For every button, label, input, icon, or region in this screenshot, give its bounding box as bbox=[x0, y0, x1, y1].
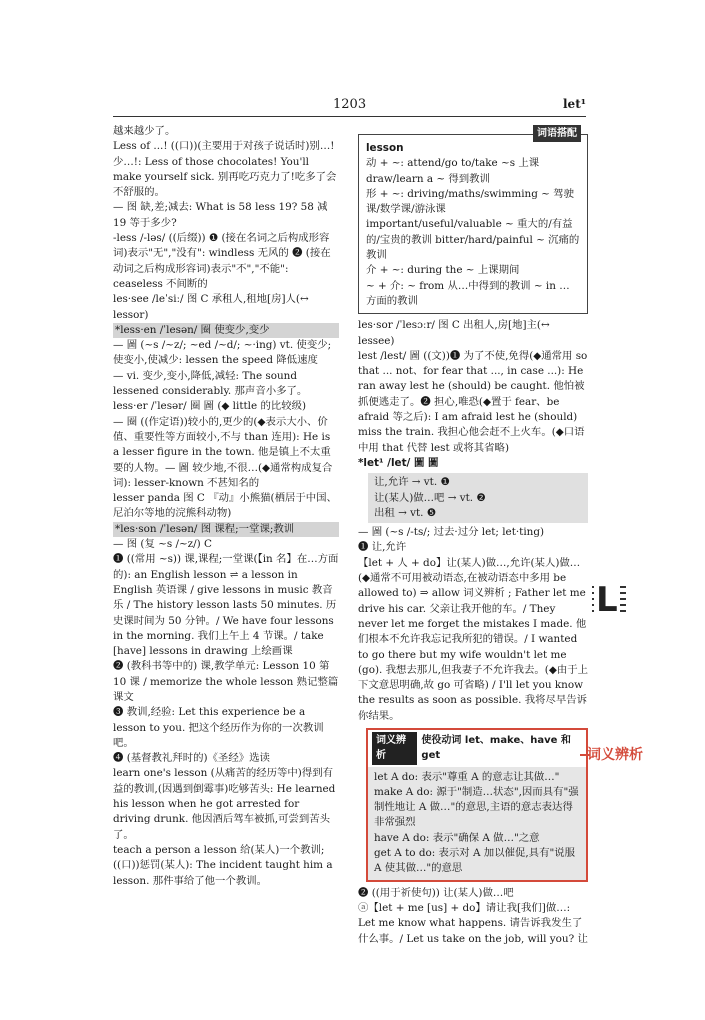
collocation-line: 动 + ~: attend/go to/take ~s 上课 draw/learn a ~ 得到教训 bbox=[366, 157, 540, 185]
entry-less-suffix: -less /-ləs/ ((后缀)) ❶ (接在名词之后构成形容词)表示"无","没有": windless 无风的 ❷ (接在动词之后构成形容词)表示"不","不能": ceaseless 不间断的 bbox=[113, 232, 331, 290]
lesson-sense-1: ❶ ((常用 ~s)) 课,课程;一堂课(【in 名】在…方面的): an English lesson ⇌ a lesson in English 英语课 / give lessons in music 教音乐 / The history lesson lasts 50 minutes. 历史课时间为 50 分钟。/ We have four lessons in the morning. 我们上午上 4 节课。/ take [have] lessons in drawing 上绘画课 bbox=[113, 553, 339, 658]
collocation-tag: 词语搭配 bbox=[533, 125, 581, 142]
entry-lessen-vi: — vi. 变少,变小,降低,减轻: The sound lessened considerably. 那声音小多了。 bbox=[113, 369, 308, 398]
entry-lesson-noun: — 图 (复 ~s /~z/) C bbox=[113, 538, 212, 551]
let-sense-1: ❶ 让,允许 bbox=[358, 541, 407, 554]
thumb-index bbox=[592, 582, 626, 618]
entry-lesser-panda: lesser panda 图 C 『动』小熊猫(栖居于中国、尼泊尔等地的浣熊科动物) bbox=[113, 492, 337, 520]
usage-note-title bbox=[368, 730, 586, 767]
sense-summary-line: 让,允许 → vt. ❶ bbox=[374, 476, 450, 489]
usage-line: have A do: 表示"确保 A 做…"之意 bbox=[374, 831, 540, 844]
entry-let: *let¹ /let/ 圖 圖 bbox=[358, 456, 439, 469]
usage-line: make A do: 源于"制造…状态",因而具有"强制性地让 A 做…"的意思,主语的意志表达得非常强烈 bbox=[374, 785, 579, 829]
entry-lessor: les·sor /ˈlesɔːr/ 图 C 出租人,房[地]主(↔ lessee) bbox=[358, 319, 550, 347]
usage-note-body bbox=[368, 767, 586, 880]
entry-lesson: *les·son /ˈlesən/ 图 课程;一堂课;教训 bbox=[113, 522, 339, 537]
collocation-line: 介 + ~: during the ~ 上课期间 bbox=[366, 264, 520, 277]
sense-summary-box bbox=[368, 473, 588, 523]
left-column bbox=[113, 124, 339, 889]
guide-word: let¹ bbox=[563, 97, 586, 111]
usage-note-tag: 词义辨析 bbox=[372, 732, 417, 765]
usage-note-box bbox=[366, 728, 588, 882]
collocation-line: 形 + ~: driving/maths/swimming ~ 驾驶课/数学课/游泳课 important/useful/valuable ~ 重大的/有益的/宝贵的教训 bitter/hard/painful ~ 沉痛的教训 bbox=[366, 187, 580, 262]
page-header bbox=[113, 97, 586, 117]
entry-less-prep: — 图 缺,差;减去: What is 58 less 19? 58 减 19 等于多少? bbox=[113, 201, 328, 229]
lesson-sense-4: ❹ (基督教礼拜时的)《圣经》选读 bbox=[113, 752, 270, 765]
collocation-head: lesson bbox=[366, 142, 404, 154]
sense-summary-line: 出租 → vt. ❺ bbox=[374, 506, 437, 519]
usage-line: get A to do: 表示对 A 加以催促,具有"说服 A 使其做…"的意思 bbox=[374, 847, 576, 875]
collocation-box bbox=[358, 128, 588, 314]
lesson-sense-2: ❷ (教科书等中的) 课,教学单元: Lesson 10 第 10 课 / memorize the whole lesson 熟记整篇课文 bbox=[113, 660, 339, 703]
page-number: 1203 bbox=[333, 97, 367, 112]
lesson-sense-3: ❸ 教训,经验: Let this experience be a lesson to you. 把这个经历作为你的一次教训吧。 bbox=[113, 706, 324, 749]
entry-lessen-vt: — 圖 (~s /~z/; ~ed /~d/; ~·ing) vt. 使变少; 使变小,使减少: lessen the speed 降低速度 bbox=[113, 339, 332, 367]
usage-line: let A do: 表示"尊重 A 的意志让其做…" bbox=[374, 770, 560, 783]
thumb-index-letter: L bbox=[596, 580, 618, 620]
let-sense-1-pattern: 【let + 人 + do】让(某人)做…,允许(某人)做…(◆通常不可用被动语态,在被动语态中多用 be allowed to) ⇒ allow 词义辨析 ; Father let me drive his car. 父亲让我开他的车。/ They never let me forget the mistakes I made. 他们根本不允许我忘记我所犯的错误。/ I wanted to go there but my wife wouldn't let me (go). 我想去那儿,但我妻子不允许我去。(◆由于上下文意思明确,故 go 可省略) / I'll let you know the results as soon as possible. 我将尽早告诉你结果。 bbox=[358, 556, 588, 722]
entry-lesser: less·er /ˈlesər/ 圈 圖 (◆ little 的比较级) bbox=[113, 400, 307, 413]
entry-lesser-def: — 圈 ((作定语))较小的,更少的(◆表示大小、价值、重要性等方面较小,不与 than 连用): He is a lesser figure in the town. 他是镇上不太重要的人物。— 圖 较少地,不很…(◆通常构成复合词): lesser-known 不甚知名的 bbox=[113, 415, 333, 489]
idiom-teach-lesson: teach a person a lesson 给(某人)一个教训;((口))惩罚(某人): The incident taught him a lesson. 那件事给了他一个教训。 bbox=[113, 843, 333, 887]
usage-callout-label: 词义辨析 bbox=[587, 747, 643, 763]
usage-note-heading: 使役动词 let、make、have 和 get bbox=[421, 734, 571, 762]
right-column bbox=[358, 124, 588, 947]
entry-lessen: *less·en /ˈlesən/ 圈 使变少,变少 bbox=[113, 323, 339, 338]
entry-lessee: les·see /leˈsiː/ 图 C 承租人,租地[房]人(↔ lessor) bbox=[113, 293, 309, 321]
entry-less-of: Less of ...! ((口))(主要用于对孩子说话时)别…!少…!: Less of those chocolates! You'll make yourself sick. 别再吃巧克力了!吃多了会不舒服的。 bbox=[113, 140, 337, 199]
let-sense-2: ❷ ((用于祈使句)) 让(某人)做…吧 bbox=[358, 886, 514, 899]
entry-text: 越来越少了。 bbox=[113, 125, 176, 137]
entry-lest: lest /lest/ 圖 ((文))❶ 为了不使,免得(◆通常用 so that ... not、for fear that ..., in case ...): He ran away lest he (should) be caught. 他怕被抓便逃走了。❷ 担心,唯恐(◆置于 fear、be afraid 等之后): I am afraid lest he (should) miss the train. 我担心他会赶不上火车。(◆口语中用 that 代替 lest 或将其省略) bbox=[358, 349, 588, 454]
collocation-line: ~ + 介: ~ from 从…中得到的教训 ~ in … 方面的教训 bbox=[366, 279, 570, 307]
sense-summary-line: 让(某人)做…吧 → vt. ❷ bbox=[374, 491, 486, 504]
idiom-learn-lesson: learn one's lesson (从痛苦的经历等中)得到有益的教训,(因遇到倒霉事)吃够苦头: He learned his lesson when he got arrested for driving drunk. 他因酒后驾车被抓,可尝到苦头了。 bbox=[113, 767, 336, 841]
let-sense-2a: ⓐ【let + me [us] + do】请让我[我们]做…: Let me know what happens. 请告诉我发生了什么事。/ Let us take on the job, will you? 让 bbox=[358, 901, 588, 945]
let-inflections: — 圖 (~s /-ts/; 过去·过分 let; let·ting) bbox=[358, 526, 545, 539]
